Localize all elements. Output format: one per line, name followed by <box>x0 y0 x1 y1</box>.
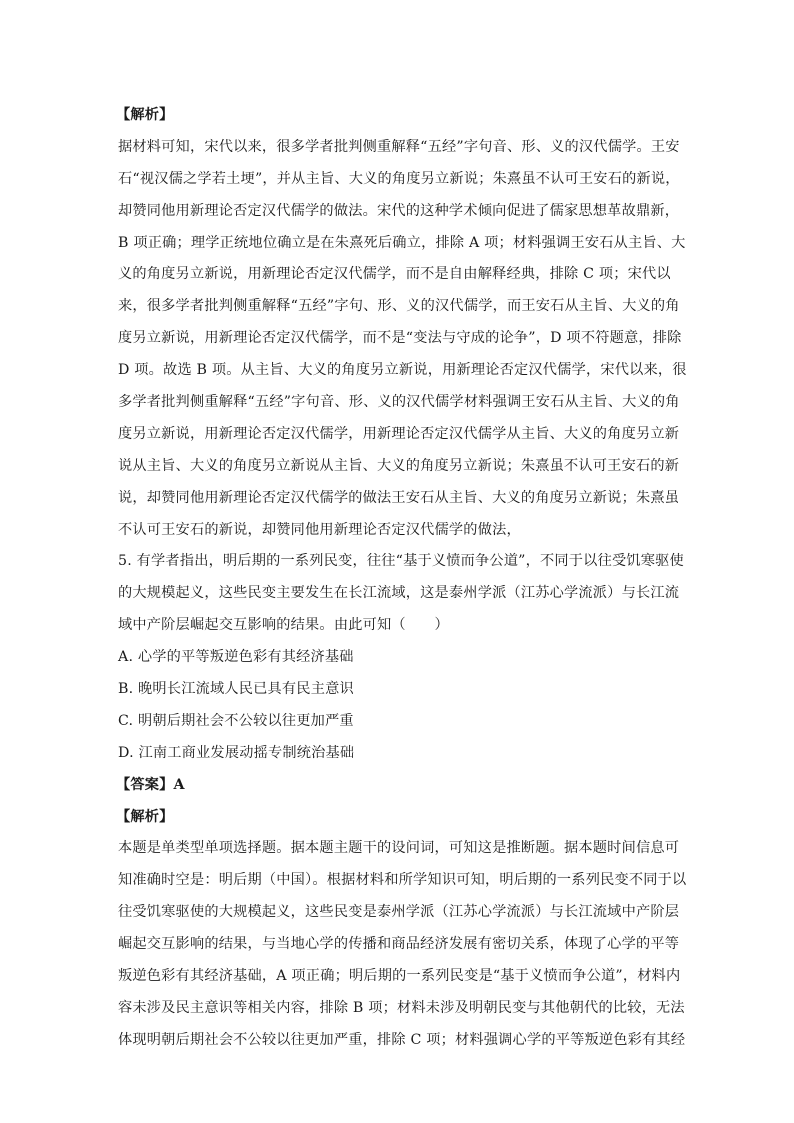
text-line: 据材料可知，宋代以来，很多学者批判侧重解释“五经”字句音、形、义的汉代儒学。王安 <box>118 138 680 155</box>
text-line: 说，却赞同他用新理论否定汉代儒学的做法王安石从主旨、大义的角度另立新说；朱熹虽 <box>118 489 680 506</box>
text-line: B 项正确；理学正统地位确立是在朱熹死后确立，排除 A 项；材料强调王安石从主旨、大 <box>118 234 686 251</box>
text-line: 度另立新说，用新理论否定汉代儒学，用新理论否定汉代儒学从主旨、大义的角度另立新 <box>118 425 680 442</box>
text-line: 石“视汉儒之学若土埂”，并从主旨、大义的角度另立新说；朱熹虽不认可王安石的新说， <box>118 170 680 187</box>
option-b: B. 晚明长江流域人民已具有民主意识 <box>118 681 354 698</box>
option-c: C. 明朝后期社会不公较以往更加严重 <box>118 712 354 729</box>
answer-line: 【答案】A <box>116 776 185 793</box>
text-line: 崛起交互影响的结果，与当地心学的传播和商品经济发展有密切关系，体现了心学的平等 <box>118 936 680 953</box>
text-line: 义的角度另立新说，用新理论否定汉代儒学，而不是自由解释经典，排除 C 项；宋代以 <box>118 266 671 283</box>
text-line: 却赞同他用新理论否定汉代儒学的做法。宋代的这种学术倾向促进了儒家思想革故鼎新， <box>118 202 680 219</box>
text-line: D 项。故选 B 项。从主旨、大义的角度另立新说，用新理论否定汉代儒学，宋代以来，很 <box>118 362 687 379</box>
analysis-heading-1: 【解析】 <box>116 107 174 123</box>
question-stem-line: 域中产阶层崛起交互影响的结果。由此可知（ ） <box>118 617 449 634</box>
analysis-paragraph-2 <box>118 833 687 1056</box>
text-line: 不认可王安石的新说，却赞同他用新理论否定汉代儒学的做法， <box>118 521 521 538</box>
text-line: 往受饥寒驱使的大规模起义，这些民变是泰州学派（江苏心学流派）与长江流域中产阶层 <box>118 904 680 921</box>
text-line: 来，很多学者批判侧重解释“五经”字句、形、义的汉代儒学，而王安石从主旨、大义的角 <box>118 298 680 315</box>
question-stem-line: 5. 有学者指出，明后期的一系列民变，往往“基于义愤而争公道”，不同于以往受饥寒驱使 <box>118 553 684 570</box>
question-stem-line: 的大规模起义，这些民变主要发生在长江流域，这是泰州学派（江苏心学流派）与长江流 <box>118 585 680 602</box>
analysis-paragraph-1 <box>118 132 687 547</box>
text-line: 叛逆色彩有其经济基础，A 项正确；明后期的一系列民变是“基于义愤而争公道”，材料内 <box>118 968 681 985</box>
text-line: 本题是单类型单项选择题。据本题主题干的设问词，可知这是推断题。据本题时间信息可 <box>118 840 680 857</box>
question-5 <box>118 546 684 769</box>
option-d: D. 江南工商业发展动摇专制统治基础 <box>118 744 355 761</box>
option-a: A. 心学的平等叛逆色彩有其经济基础 <box>118 649 354 666</box>
analysis-heading-2: 【解析】 <box>116 808 174 825</box>
text-line: 知准确时空是：明后期（中国）。根据材料和所学知识可知，明后期的一系列民变不同于以 <box>118 872 687 889</box>
text-line: 说从主旨、大义的角度另立新说从主旨、大义的角度另立新说；朱熹虽不认可王安石的新 <box>118 457 680 474</box>
document-page <box>116 100 687 1057</box>
text-line: 容未涉及民主意识等相关内容，排除 B 项；材料未涉及明朝民变与其他朝代的比较，无法 <box>118 999 685 1016</box>
text-line: 多学者批判侧重解释“五经”字句音、形、义的汉代儒学材料强调王安石从主旨、大义的角 <box>118 394 680 411</box>
text-line: 度另立新说，用新理论否定汉代儒学，而不是“变法与守成的论争”，D 项不符题意，排除 <box>118 330 682 347</box>
text-line: 体现明朝后期社会不公较以往更加严重，排除 C 项；材料强调心学的平等叛逆色彩有其经 <box>118 1031 686 1048</box>
